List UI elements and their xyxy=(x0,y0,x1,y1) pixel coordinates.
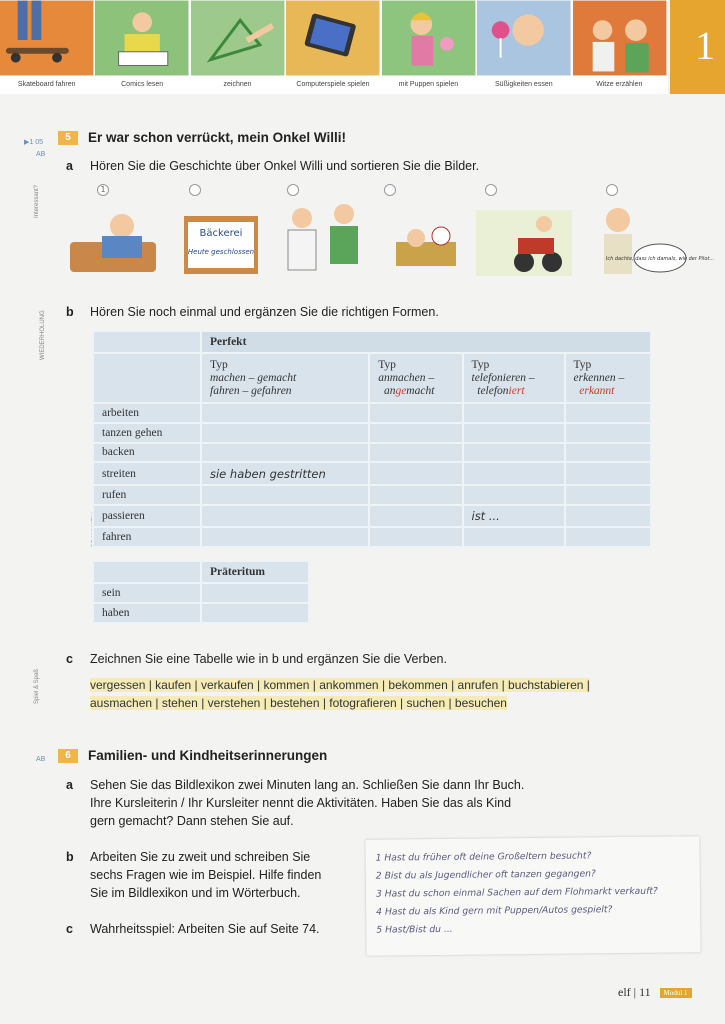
bakery-sign-title: Bäckerei xyxy=(199,228,243,239)
perfekt-header: Perfekt xyxy=(201,331,651,353)
side-label-wiederholung: WIEDERHOLUNG xyxy=(40,310,46,360)
corner-cell xyxy=(93,353,201,403)
side-label-spiel: Spiel & Spaß xyxy=(34,668,40,704)
typ-column-1: Typ machen – gemacht fahren – gefahren xyxy=(201,353,369,403)
task-b xyxy=(66,848,322,902)
scene-two-men xyxy=(288,204,358,270)
note-line: 3 Hast du schon einmal Sachen auf dem Flohmarkt verkauft? xyxy=(375,885,658,900)
task-line: Sie im Bildlexikon und im Wörterbuch. xyxy=(90,886,301,900)
scene-pilot xyxy=(604,208,714,274)
workbook-ref: AB xyxy=(36,756,46,763)
table-row: arbeiten xyxy=(93,403,651,423)
task-letter: a xyxy=(66,159,73,173)
story-illustrations xyxy=(66,202,715,280)
scene-bed xyxy=(70,214,156,272)
module-label: Modul 1 xyxy=(660,988,692,998)
caption: mit Puppen spielen xyxy=(382,76,475,94)
task-letter: a xyxy=(66,778,73,792)
picture-strip xyxy=(0,0,668,94)
picture-skateboard xyxy=(0,0,95,94)
scene-sleeping xyxy=(396,227,456,266)
audio-track-ref: ▶1 05 xyxy=(24,139,44,146)
picture-suessigkeiten xyxy=(477,0,572,94)
table-row: fahren xyxy=(93,527,651,547)
task-line: Arbeiten Sie zu zweit und schreiben Sie xyxy=(90,850,311,864)
exercise-number: 6 xyxy=(58,749,78,763)
example-streiten[interactable]: sie haben gestritten xyxy=(201,462,369,485)
caption: Süßigkeiten essen xyxy=(477,76,570,94)
perfekt-table xyxy=(92,330,652,548)
picture-computerspiele xyxy=(286,0,381,94)
task-a xyxy=(66,157,480,175)
note-line: 4 Hast du als Kind gern mit Puppen/Autos gespielt? xyxy=(376,904,613,918)
picture-puppen xyxy=(382,0,477,94)
corner-cell xyxy=(93,561,201,583)
task-letter: c xyxy=(66,652,73,666)
task-line: gern gemacht? Dann stehen Sie auf. xyxy=(90,814,294,828)
typ-column-4: Typ erkennen – erkannt xyxy=(565,353,652,403)
doll-illustration xyxy=(382,0,475,76)
table-row: tanzen gehen xyxy=(93,423,651,443)
task-letter: b xyxy=(66,305,74,319)
picture-comics xyxy=(95,0,190,94)
corner-cell xyxy=(93,331,201,353)
table-row: streiten sie haben gestritten xyxy=(93,462,651,485)
caption: Skateboard fahren xyxy=(0,76,93,94)
task-c xyxy=(66,650,447,668)
verb-line-2: ausmachen | stehen | verstehen | bestehen | fotografieren | suchen | besuchen xyxy=(90,696,507,710)
drawing-illustration xyxy=(191,0,284,76)
task-line: Ihre Kursleiterin / Ihr Kursleiter nennt die Aktivitäten. Haben Sie das als Kind xyxy=(90,796,512,810)
module-number: 1 xyxy=(695,23,715,68)
exercise-title: Familien- und Kindheitserinnerungen xyxy=(88,748,328,763)
footer-separator: | xyxy=(633,985,637,999)
order-radio-6[interactable] xyxy=(606,184,618,196)
caption: Computerspiele spielen xyxy=(286,76,379,94)
verb-line-1: vergessen | kaufen | verkaufen | kommen | ankommen | bekommen | anrufen | buchstabieren | xyxy=(90,678,590,692)
caption: zeichnen xyxy=(191,76,284,94)
workbook-ref: AB xyxy=(36,151,46,158)
picture-witze xyxy=(573,0,668,94)
task-text: Hören Sie noch einmal und ergänzen Sie die richtigen Formen. xyxy=(90,305,439,319)
page-number: 11 xyxy=(639,985,651,999)
task-line: sechs Fragen wie im Beispiel. Hilfe finden xyxy=(90,868,322,882)
image-order-radios xyxy=(92,184,632,204)
task-line: Sehen Sie das Bildlexikon zwei Minuten lang an. Schließen Sie dann Ihr Buch. xyxy=(90,778,525,792)
task-a xyxy=(66,776,525,830)
exercise-number: 5 xyxy=(58,131,78,145)
table-row: backen xyxy=(93,443,651,463)
order-radio-2[interactable] xyxy=(189,184,201,196)
comics-illustration xyxy=(95,0,188,76)
book-name: elf xyxy=(618,985,631,999)
table-row: haben xyxy=(93,603,309,623)
bakery-sign-note: Heute geschlossen xyxy=(187,248,255,256)
note-line: 2 Bist du als Jugendlicher oft tanzen gegangen? xyxy=(375,868,596,882)
task-c xyxy=(66,920,320,938)
example-passieren[interactable]: ist ... xyxy=(463,505,565,528)
task-text: Zeichnen Sie eine Tabelle wie in b und ergänzen Sie die Verben. xyxy=(90,652,447,666)
scene-motorbike xyxy=(476,210,572,276)
handwritten-example-note xyxy=(365,836,700,955)
praeteritum-header: Präteritum xyxy=(201,561,309,583)
side-label: Interessant? xyxy=(34,184,40,218)
picture-zeichnen xyxy=(191,0,286,94)
skateboard-illustration xyxy=(0,0,93,76)
task-text: Wahrheitsspiel: Arbeiten Sie auf Seite 74. xyxy=(90,922,320,936)
praeteritum-table xyxy=(92,560,310,624)
task-text: Hören Sie die Geschichte über Onkel Willi und sortieren Sie die Bilder. xyxy=(90,159,480,173)
order-radio-3[interactable] xyxy=(287,184,299,196)
table-row: rufen xyxy=(93,485,651,505)
scene-bakery-sign xyxy=(184,216,258,274)
candy-illustration xyxy=(477,0,570,76)
typ-column-2: Typ anmachen – angemacht xyxy=(369,353,462,403)
jokes-illustration xyxy=(573,0,666,76)
task-letter: b xyxy=(66,850,74,864)
verb-list xyxy=(90,676,620,712)
note-line: 5 Hast/Bist du ... xyxy=(376,923,453,936)
task-letter: c xyxy=(66,922,73,936)
caption: Witze erzählen xyxy=(573,76,666,94)
typ-column-3: Typ telefonieren – telefoniert xyxy=(463,353,565,403)
task-b xyxy=(66,303,439,321)
exercise-title: Er war schon verrückt, mein Onkel Willi! xyxy=(88,130,346,145)
order-radio-4[interactable] xyxy=(384,184,396,196)
caption: Comics lesen xyxy=(95,76,188,94)
order-radio-5[interactable] xyxy=(485,184,497,196)
speech-bubble-text: Ich dachte, dass ich damals, wie der Pilot... xyxy=(605,256,715,262)
note-line: 1 Hast du früher oft deine Großeltern besucht? xyxy=(375,850,592,864)
module-tab xyxy=(670,0,725,94)
order-radio-1[interactable]: 1 xyxy=(97,184,109,196)
page-footer xyxy=(618,985,692,1000)
table-row: passieren ist ... xyxy=(93,505,651,528)
table-row: sein xyxy=(93,583,309,603)
tablet-illustration xyxy=(286,0,379,76)
